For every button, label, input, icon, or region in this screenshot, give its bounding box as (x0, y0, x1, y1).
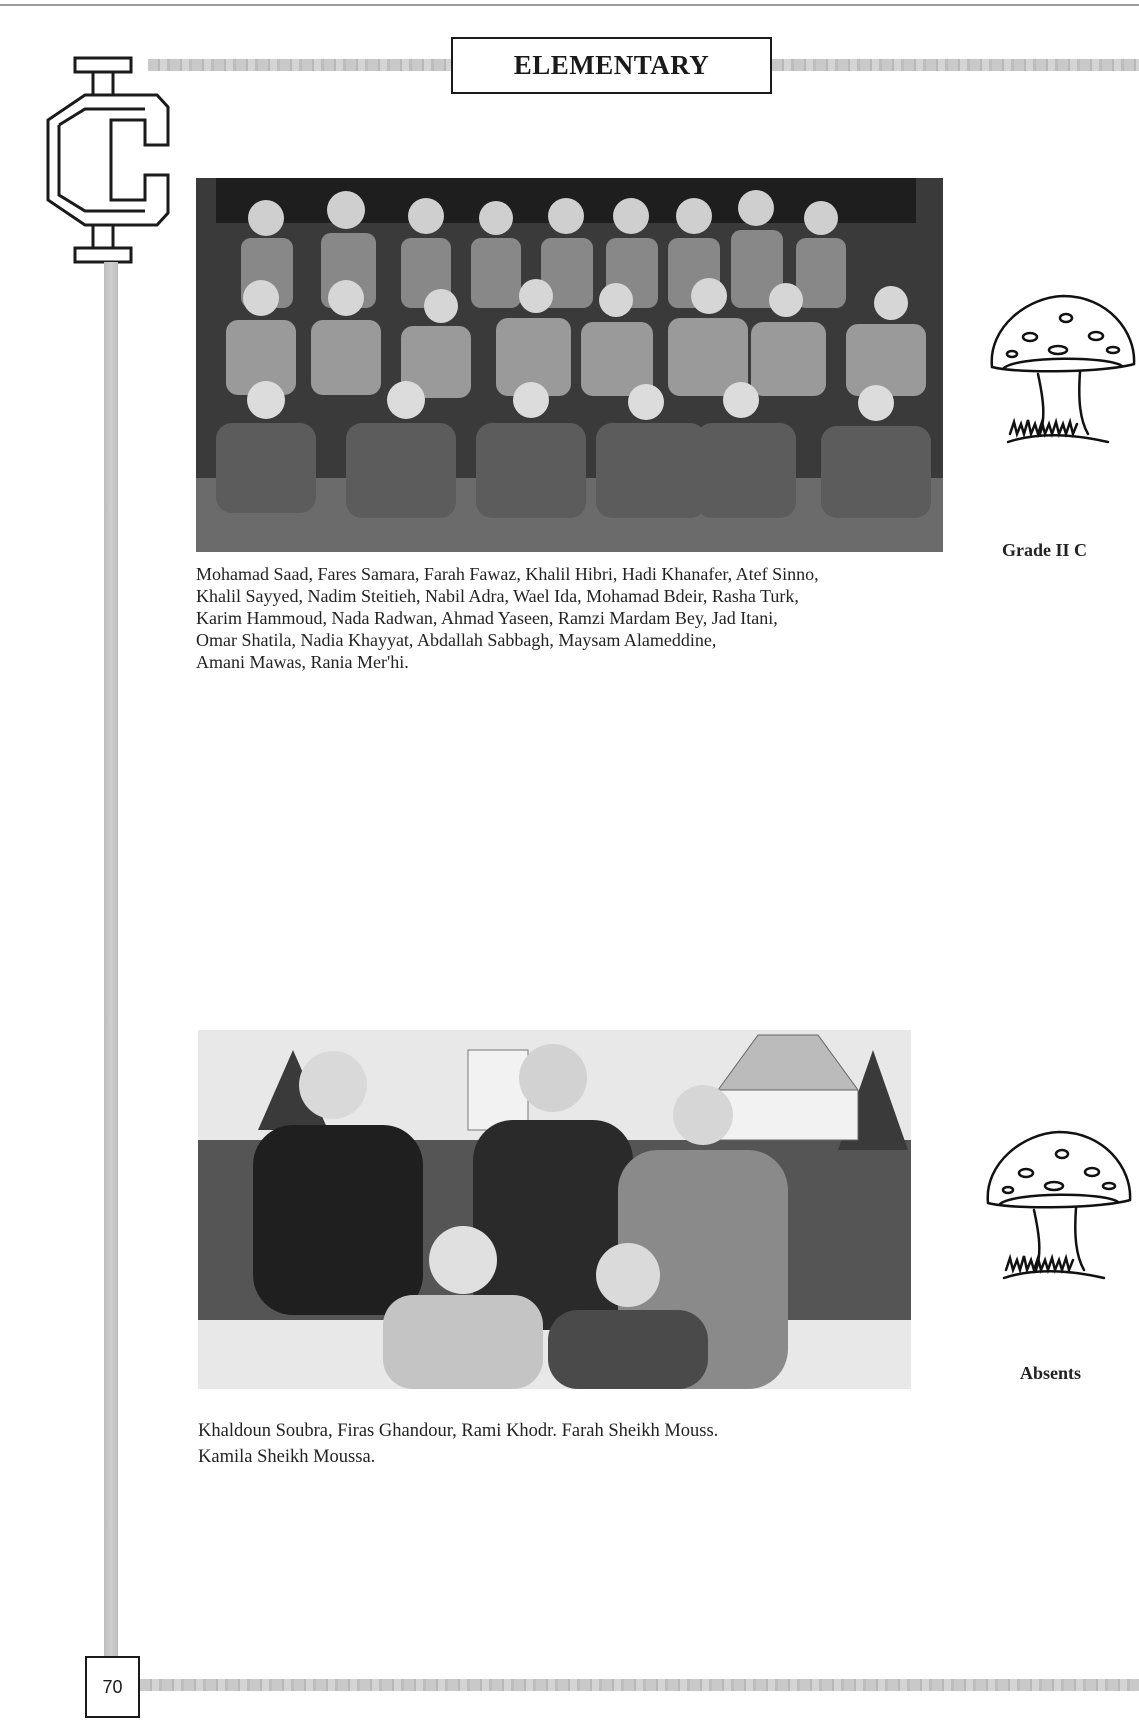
mushroom-illustration-icon (988, 292, 1138, 457)
school-logo-icon (45, 55, 171, 265)
left-margin-bar (104, 262, 118, 1658)
absents-caption (198, 1418, 718, 1470)
header-rule-left (148, 59, 451, 71)
top-rule (0, 4, 1139, 6)
section-title: ELEMENTARY (451, 37, 772, 94)
page-number: 70 (85, 1656, 140, 1718)
caption-line: Karim Hammoud, Nada Radwan, Ahmad Yaseen, Ramzi Mardam Bey, Jad Itani, (196, 608, 778, 628)
grade-label: Grade II C (1002, 540, 1087, 560)
caption-line: Khaldoun Soubra, Firas Ghandour, Rami Khodr. Farah Sheikh Mouss. (198, 1421, 719, 1441)
absents-photo (198, 1030, 911, 1389)
header-rule-right (772, 59, 1139, 71)
footer-rule (140, 1679, 1139, 1691)
mushroom-illustration-icon (984, 1128, 1134, 1293)
caption-line: Omar Shatila, Nadia Khayyat, Abdallah Sabbagh, Maysam Alameddine, (196, 630, 717, 650)
caption-line: Amani Mawas, Rania Mer'hi. (196, 652, 409, 672)
class-photo (196, 178, 943, 552)
caption-line: Mohamad Saad, Fares Samara, Farah Fawaz, Khalil Hibri, Hadi Khanafer, Atef Sinno, (196, 564, 819, 584)
caption-line: Kamila Sheikh Moussa. (198, 1447, 376, 1467)
absents-label: Absents (1020, 1363, 1082, 1383)
class-photo-caption (196, 563, 819, 673)
caption-line: Khalil Sayyed, Nadim Steitieh, Nabil Adra, Wael Ida, Mohamad Bdeir, Rasha Turk, (196, 586, 799, 606)
